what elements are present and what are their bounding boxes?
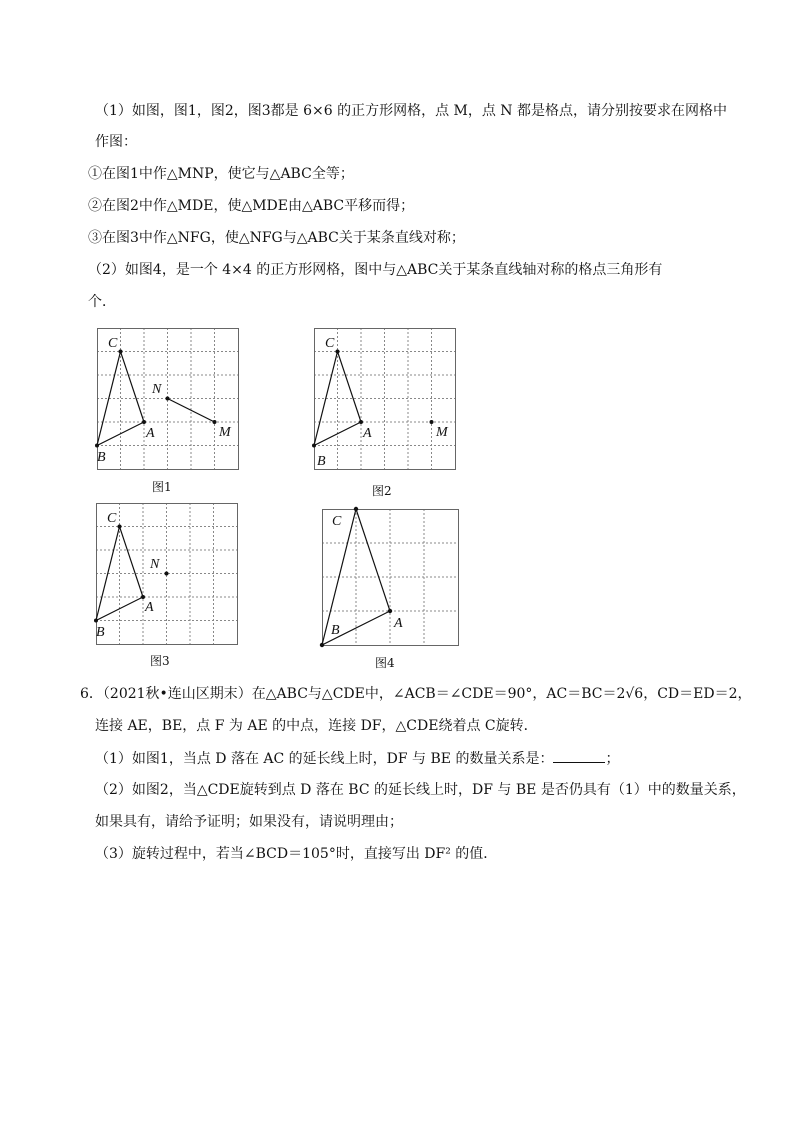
q6-part1-text: （1）如图1，当点 D 落在 AC 的延长线上时，DF 与 BE 的数量关系是： [95,751,554,767]
q6-line2: 连接 AE，BE，点 F 为 AE 的中点，连接 DF，△CDE绕着点 C旋转． [95,718,538,734]
figure-1 [97,328,242,473]
q6-part2-line2: 如果具有，请给予证明；如果没有，请说明理由； [95,814,403,830]
figure-2 [314,328,459,473]
q5-step3: ③在图3中作△NFG，使△NFG与△ABC关于某条直线对称； [88,230,465,246]
q5-part1-line1: （1）如图，图1，图2，图3都是 6×6 的正方形网格，点 M，点 N 都是格点，请分别按要求在网格中 [95,103,728,119]
label-m: M [219,425,231,440]
q6-part3: （3）旋转过程中，若当∠BCD＝105°时，直接写出 DF² 的值． [95,846,498,862]
segment-nm [168,399,215,423]
q5-step2: ②在图2中作△MDE，使△MDE由△ABC平移而得； [88,198,415,214]
q6-part1 [95,748,619,769]
label-b: B [317,454,326,469]
label-c: C [332,514,342,529]
figure-4-caption: 图4 [375,656,395,670]
q5-part2-line1: （2）如图4，是一个 4×4 的正方形网格，图中与△ABC关于某条直线轴对称的格点三角形有 [88,262,663,278]
q5-part2-line2: 个． [88,294,116,310]
label-b: B [96,625,105,640]
answer-blank[interactable] [553,748,605,763]
label-b: B [97,450,106,465]
label-b: B [331,623,340,638]
q5-step1: ①在图1中作△MNP，使它与△ABC全等； [88,166,354,182]
label-a: A [394,616,403,631]
figure-2-caption: 图2 [372,484,392,498]
q5-part1-line2: 作图： [95,134,137,150]
label-n: N [150,557,160,572]
figure-3 [96,503,241,648]
label-c: C [108,336,118,351]
label-a: A [146,426,155,441]
label-n: N [152,382,162,397]
q6-part2-line1: （2）如图2，当△CDE旋转到点 D 落在 BC 的延长线上时，DF 与 BE 是否仍具有（1）中的数量关系， [95,782,746,798]
label-m: M [436,425,448,440]
label-a: A [363,426,372,441]
figure-3-caption: 图3 [150,654,170,668]
figure-4 [322,509,462,649]
q6-part1-end: ； [605,751,620,767]
figure-1-caption: 图1 [152,480,172,494]
label-c: C [107,511,117,526]
q6-line1: 6．（2021秋•连山区期末）在△ABC与△CDE中，∠ACB＝∠CDE＝90°，AC＝BC＝2√6，CD＝ED＝2， [80,686,752,702]
label-c: C [325,336,335,351]
label-a: A [145,600,154,615]
